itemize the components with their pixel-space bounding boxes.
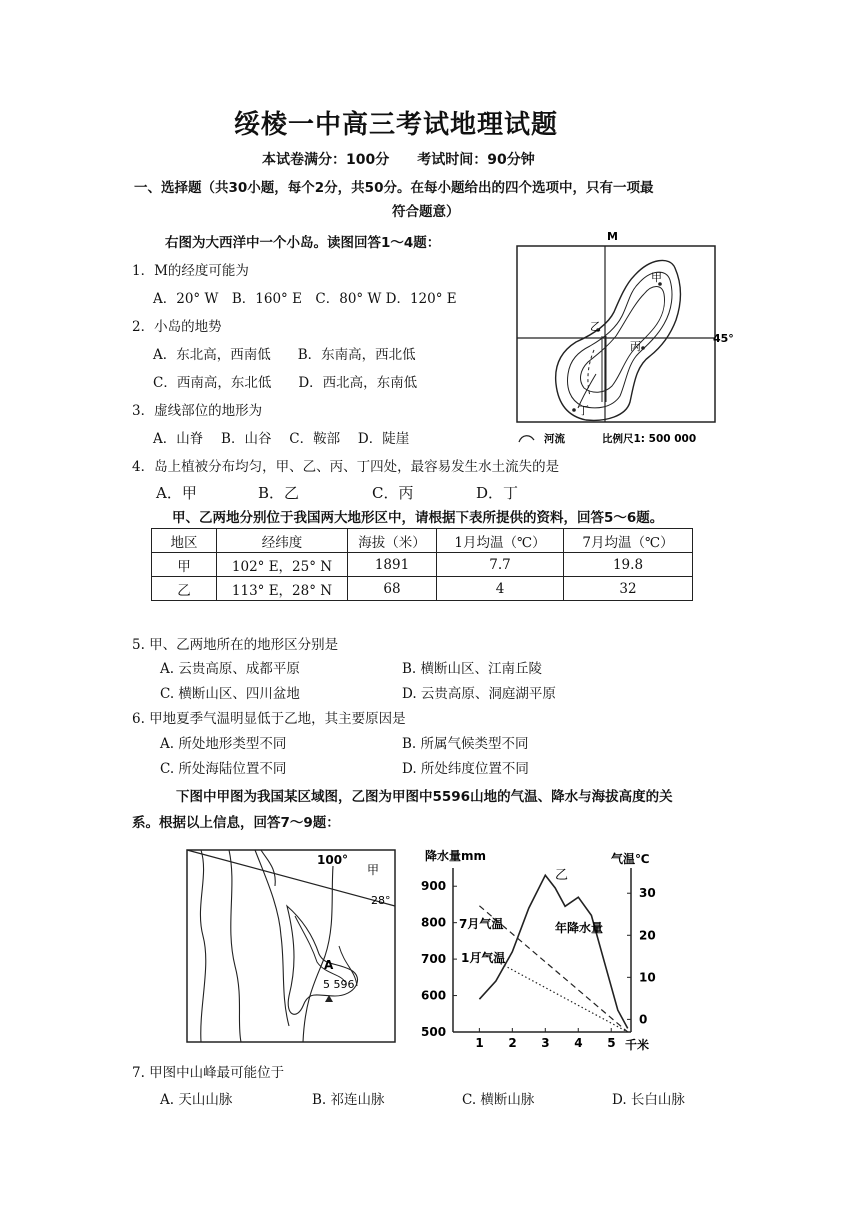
chart-title: 乙	[555, 868, 569, 883]
lat-label: 28°	[371, 894, 391, 907]
q6-option-d: D. 所处纬度位置不同	[402, 761, 529, 777]
q5-option-c: C. 横断山区、四川盆地	[160, 686, 300, 702]
y-left-tick-label: 800	[421, 915, 447, 930]
ridge-dashed	[588, 350, 594, 396]
group1-intro: 右图为大西洋中一个小岛。读图回答1～4题：	[165, 235, 441, 251]
point-yi: 乙	[590, 320, 601, 333]
y-left-tick-label: 700	[421, 952, 447, 967]
table-header: 海拔（米）	[348, 529, 437, 553]
q5-option-d: D. 云贵高原、洞庭湖平原	[402, 686, 556, 702]
q7-stem: 7. 甲图中山峰最可能位于	[132, 1065, 285, 1081]
group3-intro-line2: 系。根据以上信息，回答7～9题：	[132, 815, 340, 831]
y-right-tick-label: 10	[639, 970, 656, 985]
y-right-tick-label: 20	[639, 928, 656, 943]
series-label-july: 7月气温	[459, 917, 504, 931]
region-map	[185, 846, 405, 1046]
chart-left-ylabel: 降水量mm	[425, 849, 487, 863]
chart-right-ylabel: 气温℃	[611, 852, 650, 866]
q2-options-row2: C．西南高，东北低 D．西北高，东南低	[153, 375, 418, 391]
table-cell: 7.7	[437, 553, 564, 577]
x-tick-label: 5	[607, 1036, 616, 1050]
series-label-precip: 年降水量	[555, 921, 604, 935]
x-tick-label: 4	[574, 1036, 583, 1050]
x-tick-label: 3	[541, 1036, 550, 1050]
q4-option-a: A．甲	[156, 484, 197, 502]
q6-option-b: B. 所属气候类型不同	[402, 736, 529, 752]
q6-option-c: C. 所处海陆位置不同	[160, 761, 287, 777]
point-bing: 丙	[630, 340, 641, 353]
q7-option-b: B. 祁连山脉	[312, 1092, 385, 1108]
q6-stem: 6. 甲地夏季气温明显低于乙地，其主要原因是	[132, 711, 406, 727]
table-header: 7月均温（℃）	[564, 529, 693, 553]
table-cell: 113° E，28° N	[217, 577, 348, 601]
q3-options: A．山脊 B．山谷 C．鞍部 D．陡崖	[153, 431, 410, 447]
table-cell: 4	[437, 577, 564, 601]
series-label-january: 1月气温	[461, 951, 506, 965]
climate-chart	[415, 846, 670, 1054]
lat-45-label: 45°	[713, 332, 734, 345]
q1-options: A．20° W B．160° E C．80° W D．120° E	[153, 291, 457, 307]
section-heading-line2: 符合题意）	[392, 204, 460, 220]
q3-stem: 3．虚线部位的地形为	[132, 403, 263, 419]
river-legend-icon	[519, 436, 534, 442]
q5-option-b: B. 横断山区、江南丘陵	[402, 661, 543, 677]
y-right-tick-label: 0	[639, 1012, 648, 1027]
q5-stem: 5. 甲、乙两地所在的地形区分别是	[132, 637, 339, 653]
group3-intro-line1: 下图中甲图为我国某区域图，乙图为甲图中5596山地的气温、降水与海拔高度的关	[176, 789, 673, 805]
table-row	[152, 553, 693, 577]
q7-option-a: A. 天山山脉	[160, 1092, 233, 1108]
group2-intro: 甲、乙两地分别位于我国两大地形区中，请根据下表所提供的资料，回答5～6题。	[172, 510, 664, 526]
exam-info: 本试卷满分：100分 考试时间：90分钟	[262, 152, 535, 168]
table-cell: 甲	[152, 553, 217, 577]
q4-option-c: C．丙	[372, 484, 414, 502]
page-title: 绥棱一中高三考试地理试题	[234, 110, 559, 140]
table-header: 经纬度	[217, 529, 348, 553]
x-tick-label: 1	[475, 1036, 484, 1050]
point-a-label: A	[324, 958, 334, 972]
q2-stem: 2．小岛的地势	[132, 319, 222, 335]
table-cell: 32	[564, 577, 693, 601]
table-cell: 乙	[152, 577, 217, 601]
map-label-jia: 甲	[367, 863, 380, 877]
island-map	[510, 224, 760, 446]
table-cell: 1891	[348, 553, 437, 577]
point-ding: 丁	[578, 404, 589, 417]
q1-stem: 1．M的经度可能为	[132, 263, 249, 279]
lon-label: 100°	[317, 853, 349, 867]
q7-option-c: C. 横断山脉	[462, 1092, 535, 1108]
y-right-tick-label: 30	[639, 886, 656, 901]
y-left-tick-label: 600	[421, 988, 447, 1003]
legend-river: 河流	[544, 433, 565, 445]
y-left-tick-label: 900	[421, 879, 447, 894]
q4-stem: 4．岛上植被分布均匀，甲、乙、丙、丁四处，最容易发生水土流失的是	[132, 459, 560, 475]
chart-xlabel: 千米	[625, 1038, 650, 1052]
table-header-row	[152, 529, 693, 553]
table-cell: 102° E，25° N	[217, 553, 348, 577]
table-header: 地区	[152, 529, 217, 553]
table-row	[152, 577, 693, 601]
table-cell: 19.8	[564, 553, 693, 577]
q5-option-a: A. 云贵高原、成都平原	[160, 661, 300, 677]
x-tick-label: 2	[508, 1036, 517, 1050]
climate-table	[151, 528, 693, 601]
q7-option-d: D. 长白山脉	[612, 1092, 685, 1108]
point-jia: 甲	[651, 271, 662, 284]
m-label: M	[607, 230, 618, 243]
q2-options-row1: A．东北高，西南低 B．东南高，西北低	[153, 347, 416, 363]
q6-option-a: A. 所处地形类型不同	[160, 736, 287, 752]
table-header: 1月均温（℃）	[437, 529, 564, 553]
peak-elevation-label: 5 596	[323, 978, 355, 991]
q4-option-b: B．乙	[258, 484, 300, 502]
q4-option-d: D．丁	[476, 484, 519, 502]
section-heading-line1: 一、选择题（共30小题，每个2分，共50分。在每小题给出的四个选项中，只有一项最	[134, 180, 654, 196]
legend-scale: 比例尺1: 500 000	[602, 433, 697, 445]
y-left-tick-label: 500	[421, 1025, 447, 1039]
table-cell: 68	[348, 577, 437, 601]
